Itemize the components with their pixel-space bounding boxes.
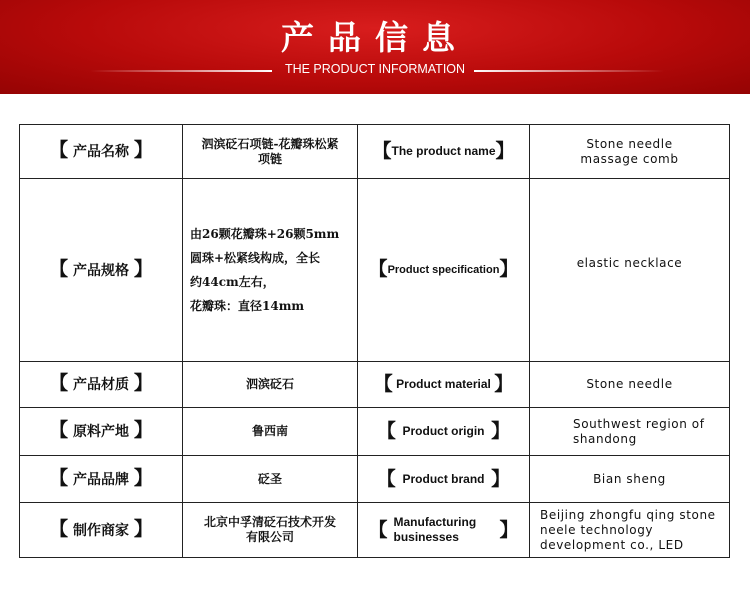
en-label-cell: 【Product specification】 <box>358 179 530 362</box>
en-label: Product origin <box>402 424 485 438</box>
en-label-cell: 【The product name】 <box>358 125 530 179</box>
cn-label-cell: 【 产品名称 】 <box>20 125 183 179</box>
en-label-cell: 【 Product material 】 <box>358 362 530 408</box>
table-row <box>20 408 730 456</box>
cn-value-cell <box>183 179 358 362</box>
en-value-cell: Beijing zhongfu qing stone neele technology development co., LED <box>530 503 730 558</box>
banner-title: 产品信息 <box>281 18 469 57</box>
en-label-cell: 【 Product origin 】 <box>358 408 530 456</box>
cn-label: 产品名称 <box>73 144 129 160</box>
en-label-cell: 【 Product brand 】 <box>358 456 530 503</box>
banner-divider-right <box>474 70 664 72</box>
table-row <box>20 125 730 179</box>
spec-line: 由26颗花瓣珠+26颗5mm <box>190 227 340 241</box>
en-label: The product name <box>391 144 496 158</box>
cn-label: 原料产地 <box>73 424 129 440</box>
en-label: Product material <box>396 377 491 391</box>
cn-label: 产品品牌 <box>73 471 129 488</box>
en-value-cell: Southwest region of shandong <box>530 408 730 456</box>
cn-value-cell: 砭圣 <box>183 456 358 503</box>
cn-label-cell: 【 产品规格 】 <box>20 179 183 362</box>
en-value-cell: Stone needle <box>530 362 730 408</box>
table-row <box>20 179 730 362</box>
en-label: Product specification <box>387 264 500 276</box>
spec-line: 花瓣珠：直径14mm <box>190 299 305 313</box>
cn-value-cell: 鲁西南 <box>183 408 358 456</box>
cn-label-cell: 【 产品品牌 】 <box>20 456 183 503</box>
en-value-cell: Stone needle massage comb <box>530 125 730 179</box>
table-row <box>20 456 730 503</box>
product-info-table <box>19 124 730 558</box>
table-row <box>20 503 730 558</box>
spec-line: 约44cm左右， <box>190 275 275 289</box>
en-value-cell: Bian sheng <box>530 456 730 503</box>
spec-line: 圆珠+松紧线构成，全长 <box>190 251 321 265</box>
cn-label: 制作商家 <box>73 522 129 539</box>
en-label-cell: 【 Manufacturing businesses 】 <box>358 503 530 558</box>
cn-value-cell: 泗滨砭石项链-花瓣珠松紧项链 <box>183 125 358 179</box>
cn-label-cell: 【 原料产地 】 <box>20 408 183 456</box>
cn-label-cell: 【 制作商家 】 <box>20 503 183 558</box>
en-label: Manufacturing businesses <box>393 515 477 544</box>
en-value-cell: elastic necklace <box>530 179 730 362</box>
cn-label: 产品规格 <box>73 262 129 279</box>
cn-label: 产品材质 <box>73 377 129 393</box>
cn-value-cell: 泗滨砭石 <box>183 362 358 408</box>
cn-label-cell: 【 产品材质 】 <box>20 362 183 408</box>
cn-value-cell: 北京中孚清砭石技术开发有限公司 <box>183 503 358 558</box>
header-banner <box>0 0 750 94</box>
table-row <box>20 362 730 408</box>
banner-subtitle: THE PRODUCT INFORMATION <box>284 62 466 76</box>
en-label: Product brand <box>402 471 485 486</box>
